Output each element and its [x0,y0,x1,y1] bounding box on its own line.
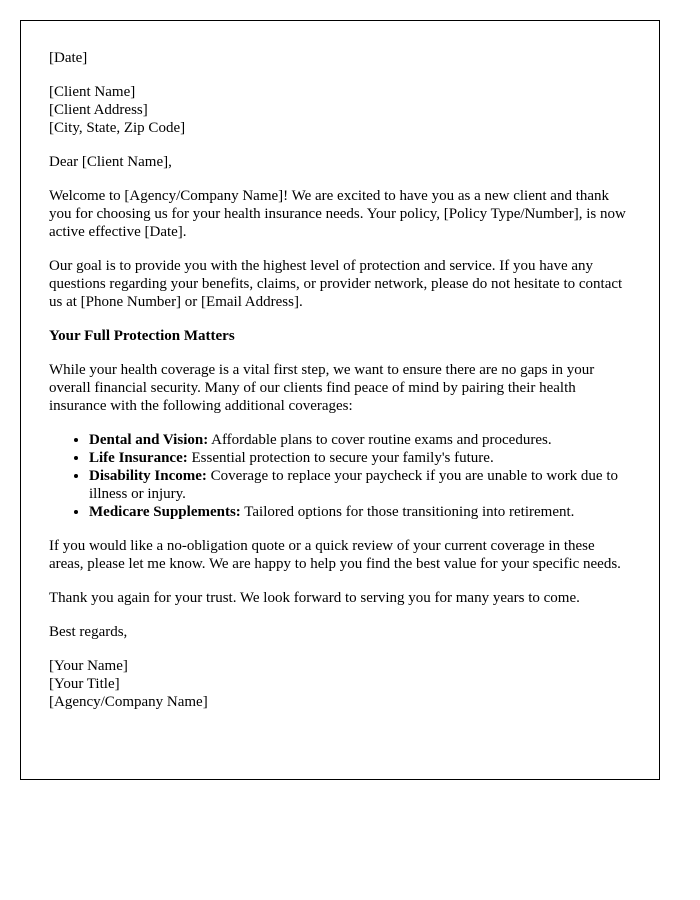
signature-company: [Agency/Company Name] [49,694,208,710]
coverage-title: Dental and Vision: [89,432,209,448]
closing: Best regards, [49,624,128,640]
coverage-title: Life Insurance: [89,450,188,466]
list-item [89,467,631,503]
recipient-name: [Client Name] [49,84,136,100]
list-item [89,449,631,467]
quote-offer-paragraph: If you would like a no-obligation quote or a quick review of your current coverage in these areas, please let me know. We are happy to help you find the best value for your specific needs. [49,538,621,572]
coverage-description: Affordable plans to cover routine exams and procedures. [208,432,552,448]
coverage-intro-paragraph: While your health coverage is a vital first step, we want to ensure there are no gaps in your overall financial security. Many of our clients find peace of mind by pairing their health insurance with the following additional coverages: [49,362,595,414]
coverage-title: Disability Income: [89,468,207,484]
signature-block [49,657,631,711]
signature-title: [Your Title] [49,676,120,692]
list-item [89,503,631,521]
goal-paragraph: Our goal is to provide you with the highest level of protection and service. If you have any questions regarding your benefits, claims, or provider network, please do not hesitate to contact us at [Phone Number] or [Email Address]. [49,258,623,310]
section-heading: Your Full Protection Matters [49,328,235,344]
salutation: Dear [Client Name], [49,154,172,170]
signature-name: [Your Name] [49,658,128,674]
welcome-paragraph: Welcome to [Agency/Company Name]! We are excited to have you as a new client and thank you for choosing us for your health insurance needs. Your policy, [Policy Type/Number], is now active effective [Date]. [49,188,626,240]
coverage-description: Tailored options for those transitioning into retirement. [240,504,575,520]
recipient-city-state-zip: [City, State, Zip Code] [49,120,186,136]
letter-date: [Date] [49,50,88,66]
coverage-description: Essential protection to secure your family's future. [187,450,494,466]
list-item [89,431,631,449]
coverage-description: Coverage to replace your paycheck if you are unable to work due to illness or injury. [89,468,619,502]
coverage-list [49,431,631,521]
letter-page [20,20,660,780]
recipient-address: [Client Address] [49,102,148,118]
coverage-title: Medicare Supplements: [89,504,241,520]
recipient-block [49,83,631,137]
thanks-paragraph: Thank you again for your trust. We look forward to serving you for many years to come. [49,590,580,606]
